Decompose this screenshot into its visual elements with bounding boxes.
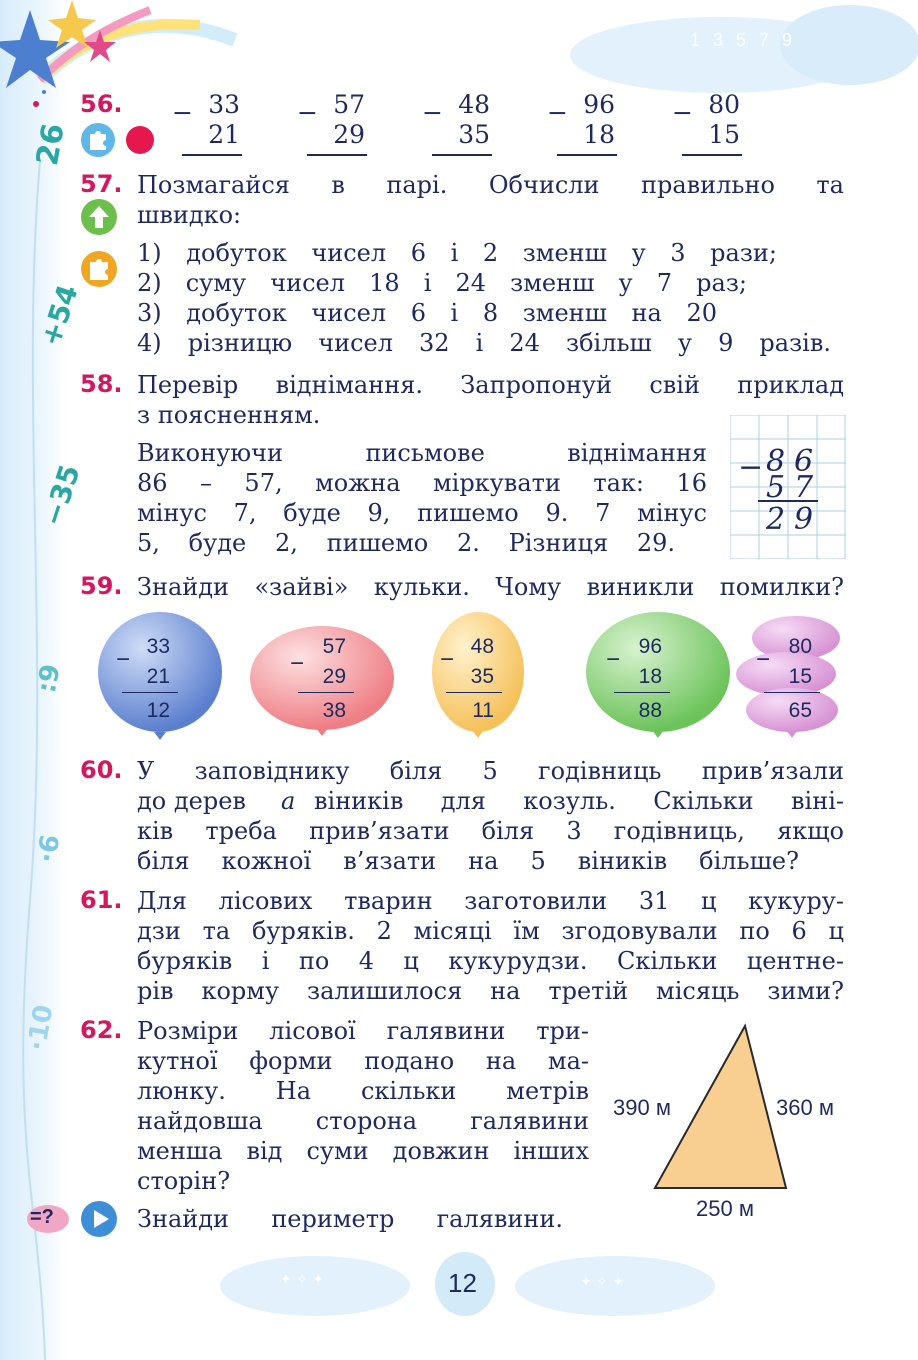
balloon-number: 35	[470, 665, 494, 688]
balloon-result: 88	[638, 699, 662, 722]
exercise-number: 59.	[80, 572, 123, 600]
grid-subtraction	[730, 415, 846, 559]
side-label-left: 390 м	[613, 1095, 671, 1120]
exercise-text: Розміри лісової галявини три-	[137, 1017, 589, 1045]
balloon-op: −	[756, 646, 771, 673]
exercise-text: Знайди «зайві» кульки. Чому виникли помилки?	[137, 573, 844, 601]
exercise-text: біля кожної в’язати на 5 віників більше?	[137, 847, 799, 875]
exercise-text: менша від суми довжин інших	[137, 1137, 589, 1165]
list-item: 1) добуток чисел 6 і 2 зменш у 3 рази;	[137, 239, 777, 267]
balloon-op: −	[290, 650, 305, 677]
exercise-number: 60.	[80, 756, 123, 784]
exercise-text: кутної форми подано на ма-	[137, 1047, 589, 1075]
triangle	[655, 1026, 786, 1188]
svg-text:✦ ✧ ✦: ✦ ✧ ✦	[580, 1274, 625, 1290]
variable: a	[281, 787, 296, 815]
exercise-text: люнку. На скільки метрів	[137, 1077, 589, 1105]
extra-task-text: Знайди периметр галявини.	[137, 1205, 563, 1233]
balloon-result: 38	[322, 699, 346, 722]
grid-op: −	[738, 450, 764, 485]
exercise-text: найдовша сторона галявини	[137, 1107, 589, 1135]
margin-label: 26	[30, 120, 72, 169]
exercise-number: 62.	[80, 1016, 123, 1044]
balloon-result: 65	[788, 699, 812, 722]
balloon-result: 12	[146, 699, 170, 722]
grid-digit: 6	[794, 444, 814, 479]
exercise-number: 61.	[80, 886, 123, 914]
grid-digit: 2	[766, 502, 786, 537]
balloon-number: 21	[146, 665, 170, 688]
balloon-op: −	[606, 646, 621, 673]
explanation-text: 86 – 57, можна міркувати так: 16	[137, 469, 707, 497]
exercise-number: 57.	[80, 170, 123, 198]
explanation-text: Виконуючи письмове віднімання	[137, 439, 707, 467]
arrow-up-icon	[80, 198, 118, 236]
red-dot-icon	[124, 124, 156, 156]
balloon-op: −	[116, 646, 131, 673]
exercise-text: У заповіднику біля 5 годівниць прив’язали	[137, 757, 844, 785]
exercise-number: 56.	[80, 90, 123, 118]
list-item: 3) добуток чисел 6 і 8 зменш на 20	[137, 299, 717, 327]
textbook-page: 26 +54 −35 :9 ·6 ·10 1 3 5 7 9 56. − 33 21 − 57 29 − 48 35 − 96 18 − 80 15 57. Позмагайся в парі. Обчисли правильно та швидко: 1) добуток чисел 6 і 2 зменш у 3 рази; 2) суму чисел 18 і 24 зменш у 7 раз; 3) добуток чисел 6 і 8 зменш на 20 4) різницю чисел 32 і 24 збільш у 9 разів. 58. Перевір віднімання. Запропонуй свій приклад з поясненням. Виконуючи письмове віднімання 86 – 57, можна міркувати так: 16 мінус 7, буде 9, пишемо 9. 7 мінус 5, буде 2, пишемо 2. Різниця 29. − 8 6 5 7 2 9 59. Знайди «зайві» кульки. Чому виникли помилки? − 33 21 12 − 57 29 38 − 48 35 11 − 96 18 88 − 80 15 65 60. У заповіднику біля 5 годівниць прив’язали до дерев a віників для козуль. Скільки віні- ків треба прив’язати біля 3 годівниць, якщо біля кожної в’язати на 5 віників більше? 61. Для лісових тварин заготовили 31 ц кукуру- дзи та буряків. 2 місяці їм згодовували по 6 ц буряків і по 4 ц кукурудзи. Скільки центне- рів корму залишилося на третій місяць зими? 62. Розміри лісової галявини три- кутної форми подано на ма- люнку. На скільки метрів найдовша сторона галявини менша від суми довжин інших сторін? 390 м 360 м 250 м =? Знайди периметр галявини. ✦ ✧ ✦ ✦ ✧ ✦ 12	[0, 0, 918, 1360]
puzzle-icon-gold	[80, 250, 118, 288]
cloud-digits: 1 3 5 7 9	[690, 30, 797, 50]
balloon-number: 48	[470, 635, 494, 658]
balloon-op: −	[440, 646, 455, 673]
margin-label: :9	[32, 661, 67, 696]
exercise-text: буряків і по 4 ц кукурудзи. Скільки центне-	[137, 947, 844, 975]
balloon-number: 96	[638, 635, 662, 658]
grid-digit: 5	[766, 470, 786, 505]
exercise-text: до дерев	[137, 787, 246, 815]
svg-text:✦ ✧ ✦: ✦ ✧ ✦	[280, 1272, 325, 1288]
explanation-text: 5, буде 2, пишемо 2. Різниця 29.	[137, 529, 675, 557]
exercise-text: Позмагайся в парі. Обчисли правильно та	[137, 171, 844, 199]
page-number: 12	[448, 1268, 477, 1298]
play-icon	[80, 1200, 118, 1238]
exercise-text: ків треба прив’язати біля 3 годівниць, якщо	[137, 817, 844, 845]
balloon-result: 11	[472, 699, 494, 722]
balloon-number: 80	[788, 635, 812, 658]
side-label-bottom: 250 м	[696, 1196, 754, 1221]
grid-digit: 9	[794, 502, 814, 537]
margin-label: −35	[36, 460, 87, 531]
balloon-number: 18	[638, 665, 662, 688]
exercise-text: Перевір віднімання. Запропонуй свій приклад	[137, 371, 844, 399]
side-label-right: 360 м	[776, 1095, 834, 1120]
margin-label: ·10	[22, 1002, 60, 1054]
exercise-number: 58.	[80, 370, 123, 398]
exercise-text: сторін?	[137, 1167, 231, 1195]
exercise-text: віників для козуль. Скільки віні-	[314, 787, 844, 815]
list-item: 4) різницю чисел 32 і 24 збільш у 9 разів.	[137, 329, 831, 357]
balloon-number: 57	[322, 635, 346, 658]
grid-digit: 8	[766, 444, 786, 479]
puzzle-icon	[80, 122, 116, 158]
grid-digit: 7	[794, 470, 814, 505]
exercise-text: Для лісових тварин заготовили 31 ц кукуру-	[137, 887, 844, 915]
exercise-text: з поясненням.	[137, 401, 321, 429]
margin-label: ·6	[32, 832, 67, 866]
exercise-text: швидко:	[137, 201, 242, 229]
question-badge-text: =?	[30, 1206, 54, 1228]
explanation-text: мінус 7, буде 9, пишемо 9. 7 мінус	[137, 499, 707, 527]
balloon-number: 33	[146, 635, 170, 658]
exercise-text: рів корму залишилося на третій місяць зими?	[137, 977, 844, 1005]
balloon-number: 29	[322, 665, 346, 688]
balloon-number: 15	[788, 665, 812, 688]
exercise-text: дзи та буряків. 2 місяці їм згодовували по 6 ц	[137, 917, 844, 945]
margin-label: +54	[34, 280, 85, 351]
list-item: 2) суму чисел 18 і 24 зменш у 7 раз;	[137, 269, 747, 297]
